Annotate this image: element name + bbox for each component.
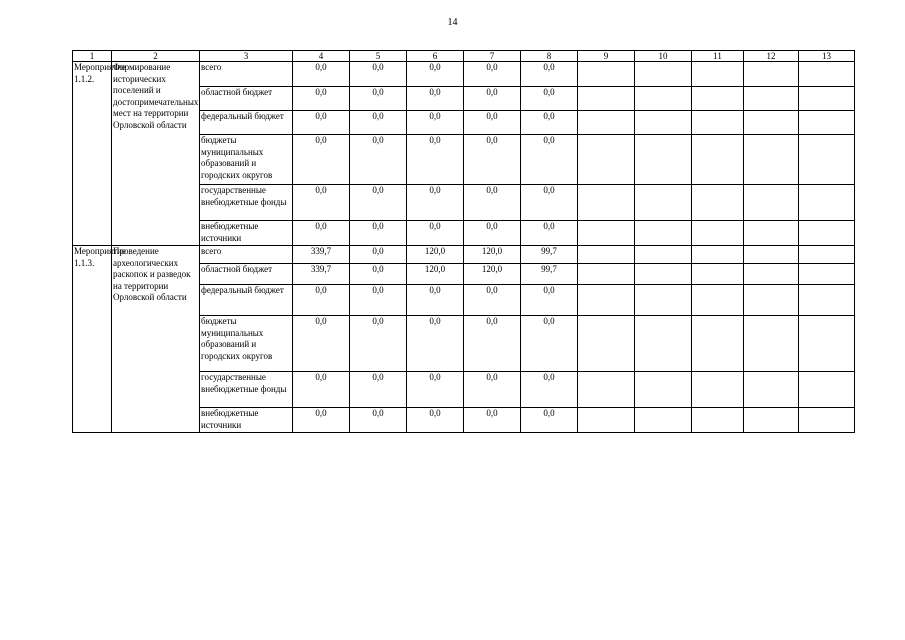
value-cell: 0,0 [407,285,464,316]
value-cell: 0,0 [350,221,407,246]
value-cell: 0,0 [464,372,521,408]
funding-source: всего [200,62,293,87]
column-header: 3 [200,51,293,62]
activity-code: Мероприятие 1.1.2. [73,62,112,246]
value-cell: 0,0 [521,316,578,372]
value-cell: 120,0 [407,246,464,264]
empty-cell [635,62,692,87]
activity-title: Формирование исторических поселений и достопримечательных мест на территории Орловской области [112,62,200,246]
empty-cell [635,285,692,316]
empty-cell [578,62,635,87]
value-cell: 0,0 [521,111,578,135]
value-cell: 99,7 [521,246,578,264]
empty-cell [799,316,855,372]
value-cell: 0,0 [521,285,578,316]
value-cell: 0,0 [407,408,464,433]
empty-cell [799,62,855,87]
empty-cell [692,135,744,185]
value-cell: 0,0 [350,316,407,372]
value-cell: 0,0 [407,135,464,185]
empty-cell [635,408,692,433]
empty-cell [744,285,799,316]
value-cell: 120,0 [464,246,521,264]
value-cell: 0,0 [293,372,350,408]
column-header: 9 [578,51,635,62]
value-cell: 0,0 [350,62,407,87]
value-cell: 0,0 [407,316,464,372]
empty-cell [692,408,744,433]
empty-cell [744,111,799,135]
empty-cell [635,185,692,221]
value-cell: 0,0 [350,246,407,264]
value-cell: 0,0 [464,62,521,87]
empty-cell [744,221,799,246]
funding-source: всего [200,246,293,264]
empty-cell [692,264,744,285]
funding-source: государственные внебюджетные фонды [200,372,293,408]
empty-cell [692,246,744,264]
funding-source: федеральный бюджет [200,111,293,135]
value-cell: 0,0 [293,135,350,185]
value-cell: 0,0 [350,285,407,316]
value-cell: 0,0 [407,221,464,246]
value-cell: 339,7 [293,264,350,285]
value-cell: 0,0 [350,408,407,433]
header-row [73,51,855,62]
table-body [73,51,855,433]
empty-cell [692,111,744,135]
activity-title: Проведение археологических раскопок и разведок на территории Орловской области [112,246,200,433]
empty-cell [799,372,855,408]
value-cell: 0,0 [350,264,407,285]
column-header: 12 [744,51,799,62]
empty-cell [692,221,744,246]
column-header: 10 [635,51,692,62]
empty-cell [799,111,855,135]
value-cell: 0,0 [350,185,407,221]
value-cell: 0,0 [521,62,578,87]
column-header: 1 [73,51,112,62]
value-cell: 0,0 [293,408,350,433]
empty-cell [635,87,692,111]
empty-cell [578,285,635,316]
column-header: 13 [799,51,855,62]
value-cell: 0,0 [464,285,521,316]
value-cell: 0,0 [464,111,521,135]
table-row [73,246,855,264]
empty-cell [744,62,799,87]
value-cell: 0,0 [350,87,407,111]
value-cell: 0,0 [293,87,350,111]
funding-source: областной бюджет [200,87,293,111]
empty-cell [799,135,855,185]
funding-source: бюджеты муниципальных образований и городских округов [200,135,293,185]
empty-cell [692,285,744,316]
value-cell: 0,0 [464,408,521,433]
value-cell: 0,0 [464,316,521,372]
funding-source: государственные внебюджетные фонды [200,185,293,221]
empty-cell [799,185,855,221]
value-cell: 0,0 [464,87,521,111]
empty-cell [578,408,635,433]
empty-cell [744,408,799,433]
funding-source: бюджеты муниципальных образований и городских округов [200,316,293,372]
empty-cell [635,135,692,185]
value-cell: 0,0 [293,185,350,221]
empty-cell [635,111,692,135]
empty-cell [578,246,635,264]
value-cell: 120,0 [407,264,464,285]
column-header: 6 [407,51,464,62]
empty-cell [635,316,692,372]
funding-source: внебюджетные источники [200,221,293,246]
empty-cell [578,135,635,185]
empty-cell [578,372,635,408]
value-cell: 0,0 [521,408,578,433]
empty-cell [578,221,635,246]
empty-cell [799,221,855,246]
empty-cell [744,185,799,221]
empty-cell [799,264,855,285]
column-header: 8 [521,51,578,62]
value-cell: 0,0 [293,62,350,87]
value-cell: 0,0 [464,221,521,246]
value-cell: 0,0 [521,135,578,185]
value-cell: 0,0 [407,111,464,135]
budget-table [72,50,855,433]
empty-cell [744,372,799,408]
column-header: 2 [112,51,200,62]
value-cell: 0,0 [521,185,578,221]
empty-cell [578,185,635,221]
value-cell: 0,0 [293,111,350,135]
empty-cell [744,316,799,372]
empty-cell [692,316,744,372]
value-cell: 99,7 [521,264,578,285]
empty-cell [578,111,635,135]
value-cell: 0,0 [350,111,407,135]
empty-cell [799,246,855,264]
column-header: 5 [350,51,407,62]
value-cell: 0,0 [464,185,521,221]
value-cell: 0,0 [350,372,407,408]
value-cell: 0,0 [464,135,521,185]
empty-cell [744,264,799,285]
page-number: 14 [447,17,458,28]
funding-source: областной бюджет [200,264,293,285]
empty-cell [635,246,692,264]
empty-cell [578,264,635,285]
funding-source: внебюджетные источники [200,408,293,433]
empty-cell [744,87,799,111]
empty-cell [692,62,744,87]
column-header: 7 [464,51,521,62]
empty-cell [578,316,635,372]
empty-cell [692,87,744,111]
empty-cell [692,372,744,408]
table-row [73,62,855,87]
empty-cell [744,246,799,264]
empty-cell [799,408,855,433]
column-header: 11 [692,51,744,62]
empty-cell [692,185,744,221]
value-cell: 0,0 [293,285,350,316]
value-cell: 0,0 [407,185,464,221]
value-cell: 0,0 [521,221,578,246]
empty-cell [635,264,692,285]
empty-cell [799,87,855,111]
value-cell: 0,0 [293,316,350,372]
empty-cell [578,87,635,111]
value-cell: 0,0 [407,62,464,87]
value-cell: 0,0 [521,87,578,111]
funding-source: федеральный бюджет [200,285,293,316]
empty-cell [744,135,799,185]
value-cell: 0,0 [521,372,578,408]
empty-cell [799,285,855,316]
value-cell: 0,0 [407,87,464,111]
empty-cell [635,372,692,408]
value-cell: 339,7 [293,246,350,264]
empty-cell [635,221,692,246]
column-header: 4 [293,51,350,62]
value-cell: 0,0 [293,221,350,246]
value-cell: 0,0 [407,372,464,408]
value-cell: 120,0 [464,264,521,285]
activity-code: Мероприятие 1.1.3. [73,246,112,433]
value-cell: 0,0 [350,135,407,185]
